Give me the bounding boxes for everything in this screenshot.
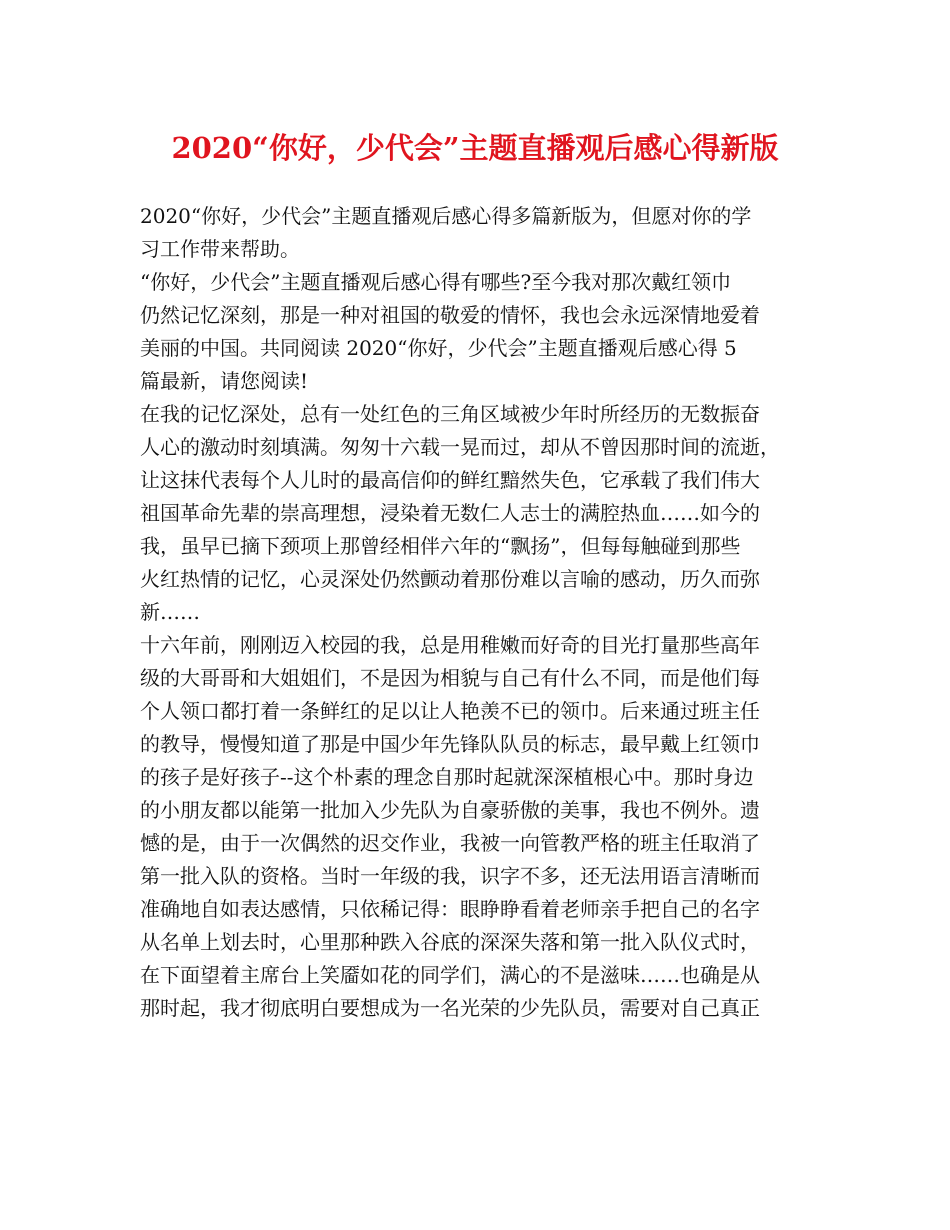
body-line: 祖国革命先辈的崇高理想，浸染着无数仁人志士的满腔热血……如今的 — [140, 501, 760, 525]
body-line: 那时起，我才彻底明白要想成为一名光荣的少先队员，需要对自己真正 — [140, 996, 760, 1020]
body-line: 第一批入队的资格。当时一年级的我，识字不多，还无法用语言清晰而 — [140, 864, 760, 888]
body-line: 级的大哥哥和大姐姐们，不是因为相貌与自己有什么不同，而是他们每 — [140, 666, 760, 690]
body-line: 我，虽早已摘下颈项上那曾经相伴六年的“飘扬”，但每每触碰到那些 — [140, 534, 741, 558]
body-line: 美丽的中国。共同阅读 2020“你好，少代会”主题直播观后感心得 5 — [140, 336, 737, 360]
body-line: 在我的记忆深处，总有一处红色的三角区域被少年时所经历的无数振奋 — [140, 402, 760, 426]
document-body — [140, 200, 830, 1025]
body-line: 的教导，慢慢知道了那是中国少年先锋队队员的标志，最早戴上红领巾 — [140, 732, 760, 756]
body-line: 的孩子是好孩子--这个朴素的理念自那时起就深深植根心中。那时身边 — [140, 765, 754, 789]
body-line: 的小朋友都以能第一批加入少先队为自豪骄傲的美事，我也不例外。遗 — [140, 798, 760, 822]
body-line: 个人领口都打着一条鲜红的足以让人艳羡不已的领巾。后来通过班主任 — [140, 699, 760, 723]
body-line: 十六年前，刚刚迈入校园的我，总是用稚嫩而好奇的目光打量那些高年 — [140, 633, 760, 657]
body-line: 仍然记忆深刻，那是一种对祖国的敬爱的情怀，我也会永远深情地爱着 — [140, 303, 760, 327]
body-line: 篇最新，请您阅读! — [140, 369, 309, 393]
body-line: 让这抹代表每个人儿时的最高信仰的鲜红黯然失色，它承载了我们伟大 — [140, 468, 760, 492]
body-line: 2020“你好，少代会”主题直播观后感心得多篇新版为，但愿对你的学 — [140, 204, 752, 228]
body-line: 习工作带来帮助。 — [140, 237, 300, 261]
body-line: 憾的是，由于一次偶然的迟交作业，我被一向管教严格的班主任取消了 — [140, 831, 760, 855]
body-line: 人心的激动时刻填满。匆匆十六载一晃而过，却从不曾因那时间的流逝， — [140, 435, 780, 459]
body-line: “你好，少代会”主题直播观后感心得有哪些?至今我对那次戴红领巾 — [140, 270, 732, 294]
document-title: 2020“你好，少代会”主题直播观后感心得新版 — [171, 131, 779, 165]
body-line: 火红热情的记忆，心灵深处仍然颤动着那份难以言喻的感动，历久而弥 — [140, 567, 760, 591]
body-line: 准确地自如表达感情，只依稀记得：眼睁睁看着老师亲手把自己的名字 — [140, 897, 760, 921]
body-line: 在下面望着主席台上笑靥如花的同学们，满心的不是滋味……也确是从 — [140, 963, 760, 987]
body-line: 新…… — [140, 600, 200, 624]
body-line: 从名单上划去时，心里那种跌入谷底的深深失落和第一批入队仪式时， — [140, 930, 760, 954]
